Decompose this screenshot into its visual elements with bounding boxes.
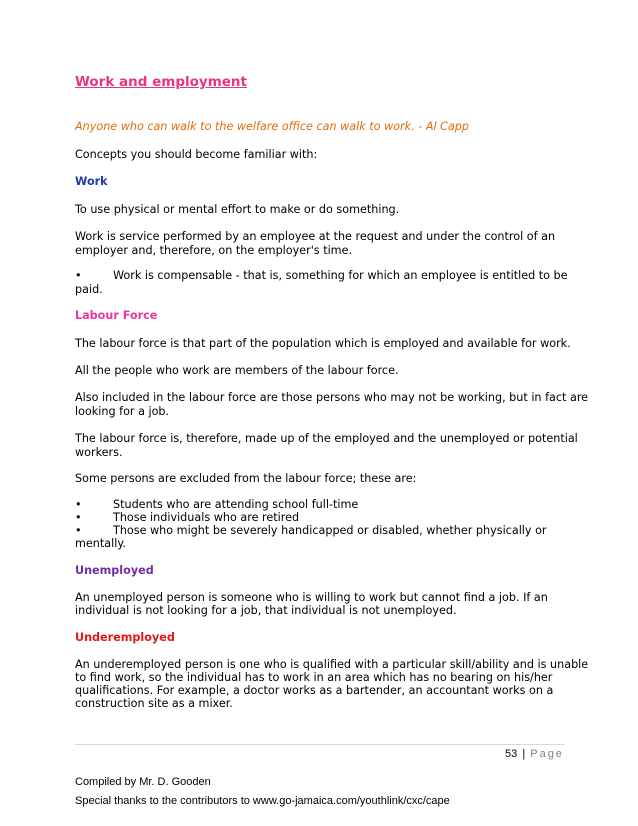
underemployed-line-2: to find work, so the individual has to work in an area which has no bearing on his/her bbox=[75, 671, 553, 684]
footer-thanks: Special thanks to the contributors to www.go-jamaica.com/youthlink/cxc/cape bbox=[75, 795, 450, 807]
heading-underemployed: Underemployed bbox=[75, 631, 175, 644]
labour-force-included-line-1: Also included in the labour force are those persons who may not be working, but in fact are bbox=[75, 391, 589, 404]
underemployed-line-3: qualifications. For example, a doctor works as a bartender, an accountant works on a bbox=[75, 684, 554, 697]
bullet-marker: • bbox=[75, 269, 82, 282]
bullet-marker: • bbox=[75, 498, 82, 511]
unemployed-line-2: individual is not looking for a job, that individual is not unemployed. bbox=[75, 604, 457, 617]
labour-force-definition: The labour force is that part of the population which is employed and available for work. bbox=[75, 337, 571, 350]
page-number-separator: | bbox=[522, 748, 526, 760]
labour-force-members: All the people who work are members of the labour force. bbox=[75, 364, 399, 377]
heading-labour-force: Labour Force bbox=[75, 309, 158, 322]
bullet-marker: • bbox=[75, 511, 82, 524]
underemployed-line-4: construction site as a mixer. bbox=[75, 697, 233, 710]
page-label: Page bbox=[530, 748, 564, 760]
heading-work: Work bbox=[75, 175, 108, 188]
work-paragraph-line-2: employer and, therefore, on the employer's time. bbox=[75, 244, 353, 257]
labour-force-excluded-intro: Some persons are excluded from the labour force; these are: bbox=[75, 472, 417, 485]
labour-force-included-line-2: looking for a job. bbox=[75, 405, 170, 418]
excluded-bullet-2: Those individuals who are retired bbox=[113, 511, 300, 524]
labour-force-made-up-line-1: The labour force is, therefore, made up of the employed and the unemployed or potential bbox=[75, 432, 578, 445]
excluded-bullet-1: Students who are attending school full-time bbox=[113, 498, 359, 511]
work-paragraph-line-1: Work is service performed by an employee at the request and under the control of an bbox=[75, 230, 556, 243]
work-bullet-line-2: paid. bbox=[75, 283, 103, 296]
footer-divider bbox=[75, 744, 565, 745]
page-number bbox=[505, 748, 564, 760]
excluded-bullet-3: Those who might be severely handicapped or disabled, whether physically or bbox=[113, 524, 547, 537]
unemployed-line-1: An unemployed person is someone who is willing to work but cannot find a job. If an bbox=[75, 591, 548, 604]
work-definition: To use physical or mental effort to make or do something. bbox=[75, 203, 400, 216]
work-bullet-line-1: Work is compensable - that is, something for which an employee is entitled to be bbox=[113, 269, 568, 282]
underemployed-line-1: An underemployed person is one who is qualified with a particular skill/ability and is unable bbox=[75, 658, 589, 671]
heading-unemployed: Unemployed bbox=[75, 564, 154, 577]
page-title: Work and employment bbox=[75, 74, 247, 90]
footer-compiled-by: Compiled by Mr. D. Gooden bbox=[75, 776, 211, 788]
excluded-bullet-3-line-2: mentally. bbox=[75, 537, 126, 550]
quote: Anyone who can walk to the welfare office can walk to work. - Al Capp bbox=[75, 120, 470, 133]
labour-force-made-up-line-2: workers. bbox=[75, 446, 123, 459]
intro-text: Concepts you should become familiar with: bbox=[75, 148, 318, 161]
bullet-marker: • bbox=[75, 524, 82, 537]
page-number-value: 53 bbox=[505, 748, 518, 760]
